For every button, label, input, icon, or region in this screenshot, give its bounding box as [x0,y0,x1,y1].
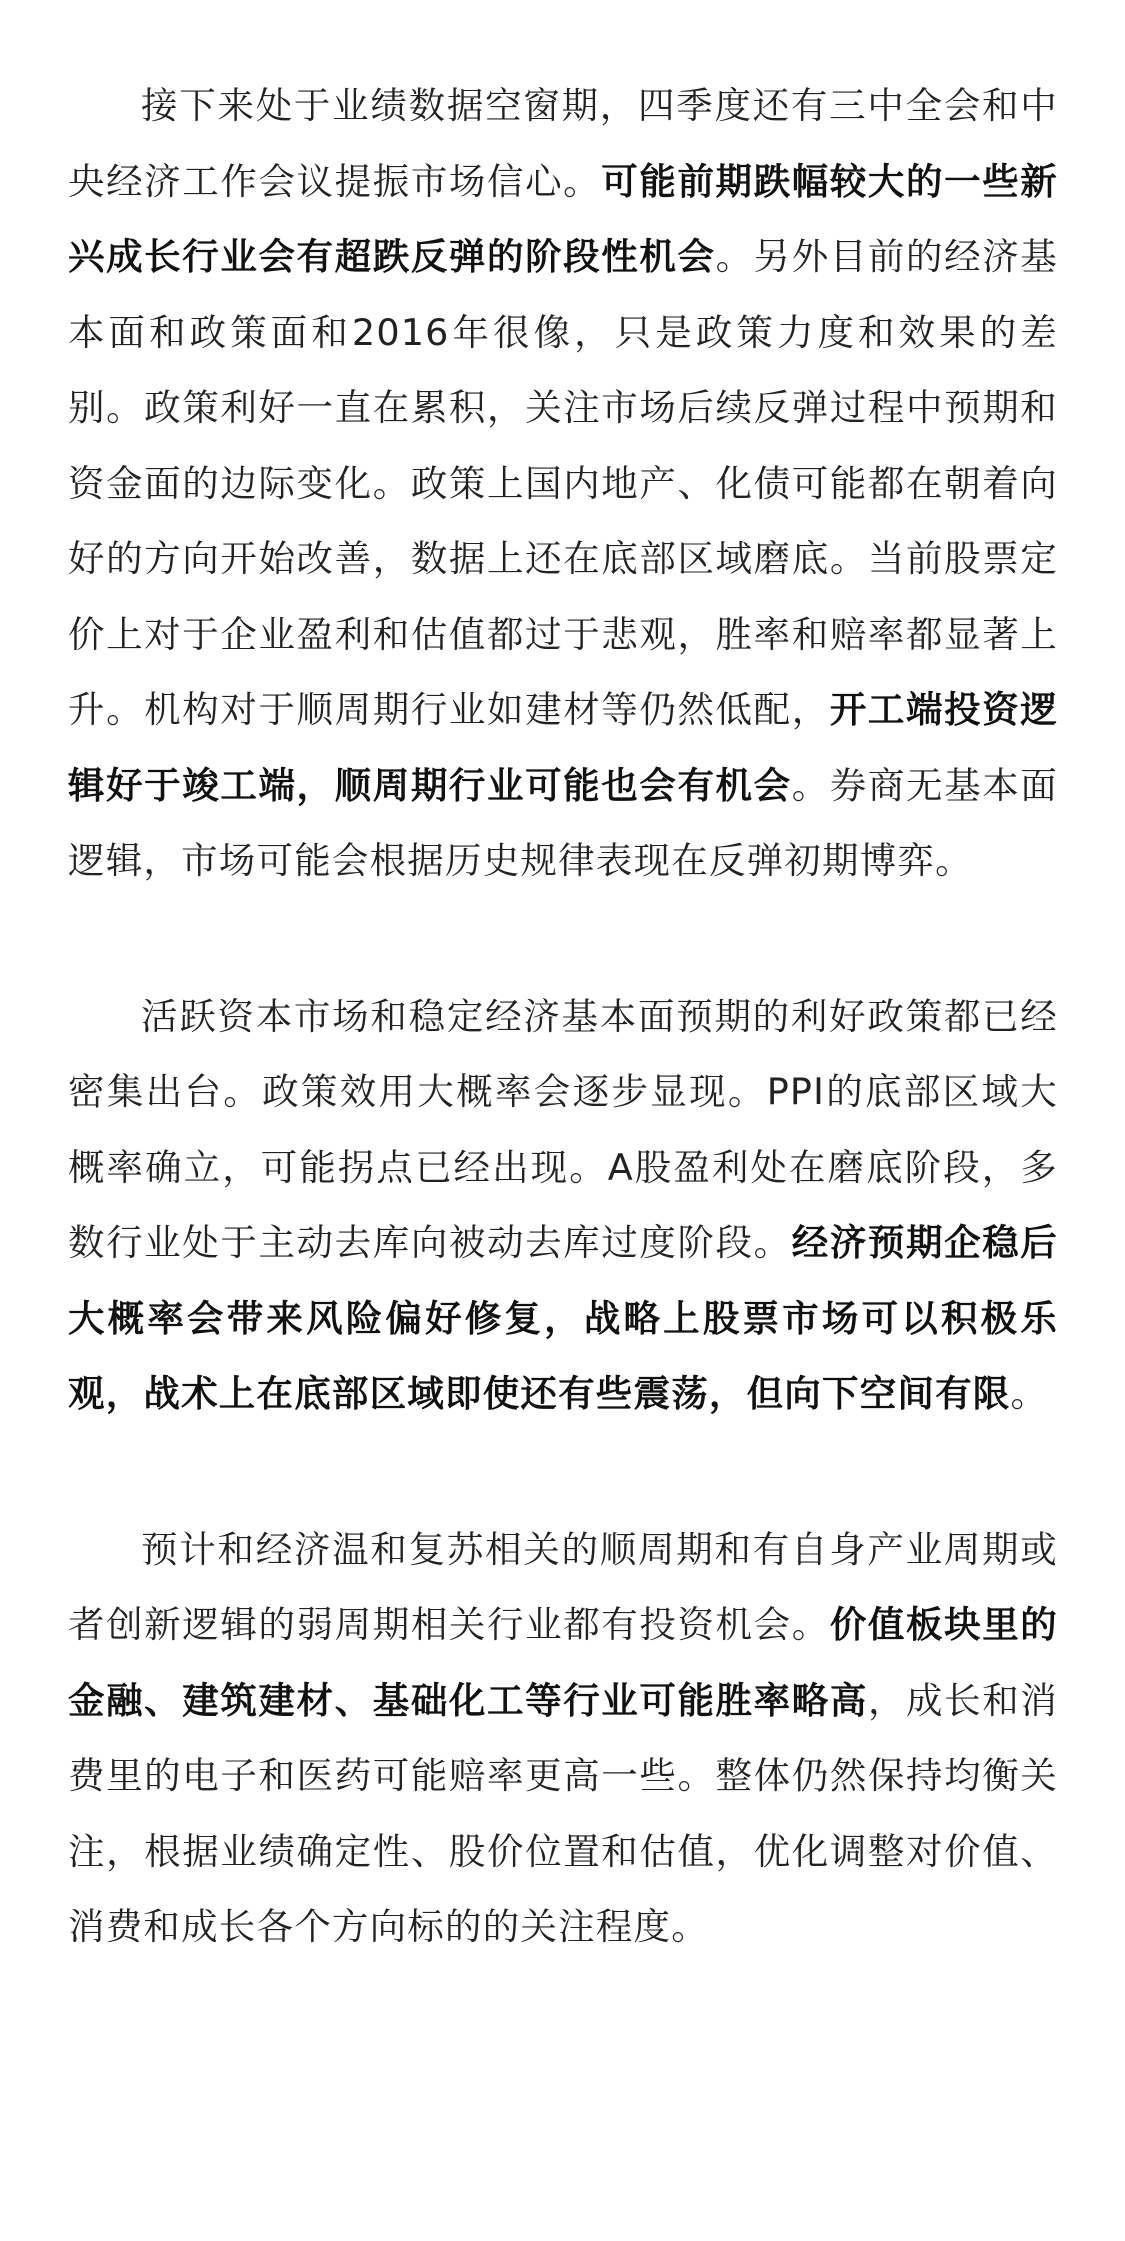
paragraph-1-highlight: 可能前期跌幅较大的一些新兴成长行业会有超跌反弹的阶段性机会 [68,159,1058,278]
article-body [68,68,1058,2045]
paragraph-1-text: 。另外目前的经济基本面和政策面和2016年很像，只是政策力度和效果的差别。政策利好一直在累积，关注市场后续反弹过程中预期和资金面的边际变化。政策上国内地产、化债可能都在朝着向好的方向开始改善，数据上还在底部区域磨底。当前股票定价上对于企业盈利和估值都过于悲观，胜率和赔率都显著上升。机构对于顺周期行业如建材等仍然低配， [68,235,1058,731]
paragraph-2-text: 活跃资本市场和稳定经济基本面预期的利好政策都已经密集出台。政策效用大概率会逐步显现。PPI的底部区域大概率确立，可能拐点已经出现。A股盈利处在磨底阶段，多数行业处于主动去库向被动去库过度阶段。 [68,994,1058,1264]
paragraph-1-text: 接下来处于业绩数据空窗期，四季度还有三中全会和中央经济工作会议提振市场信心。 [68,84,1058,203]
paragraph-1-text: 。券商无基本面逻辑，市场可能会根据历史规律表现在反弹初期博弈。 [68,763,1058,882]
paragraph-3 [68,1512,1058,1965]
paragraph-2-highlight: 经济预期企稳后大概率会带来风险偏好修复，战略上股票市场可以积极乐观，战术上在底部区域即使还有些震荡，但向下空间有限 [68,1221,1058,1415]
paragraph-2 [68,979,1058,1432]
paragraph-2-text: 。 [1010,1372,1049,1415]
paragraph-3-text: ，成长和消费里的电子和医药可能赔率更高一些。整体仍然保持均衡关注，根据业绩确定性、股价位置和估值，优化调整对价值、消费和成长各个方向标的的关注程度。 [68,1678,1059,1948]
paragraph-1-highlight: 开工端投资逻辑好于竣工端，顺周期行业可能也会有机会 [68,688,1059,807]
paragraph-1 [68,68,1058,899]
paragraph-3-text: 预计和经济温和复苏相关的顺周期和有自身产业周期或者创新逻辑的弱周期相关行业都有投资机会。 [68,1527,1058,1646]
paragraph-3-highlight: 价值板块里的金融、建筑建材、基础化工等行业可能胜率略高 [68,1603,1059,1722]
